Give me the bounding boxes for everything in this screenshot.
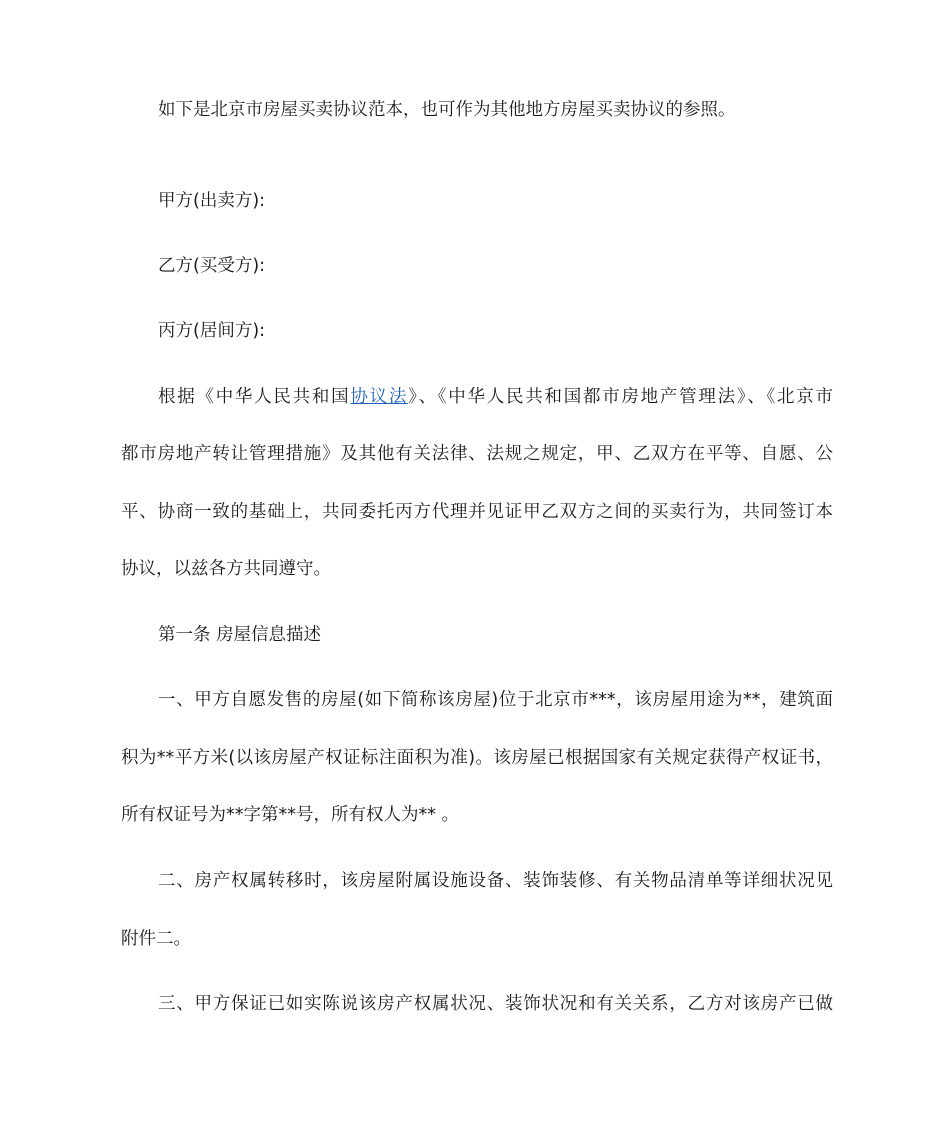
- party-b-label: 乙方(买受方):: [158, 256, 266, 276]
- preamble-text-after-link: 》、《中华人民共和国都市房地产管理法》、《北京市: [408, 387, 833, 407]
- preamble-text-before-link: 根据《中华人民共和国: [158, 387, 351, 407]
- intro-text: 如下是北京市房屋买卖协议范本，也可作为其他地方房屋买卖协议的参照。: [158, 100, 736, 120]
- party-a-label: 甲方(出卖方):: [158, 191, 266, 211]
- contract-law-link[interactable]: 协议法: [350, 387, 409, 407]
- item-1-line-3: 所有权证号为**字第**号，所有权人为** 。: [121, 805, 460, 825]
- party-c-label: 丙方(居间方):: [158, 321, 266, 341]
- item-1-line-1: 一、甲方自愿发售的房屋(如下简称该房屋)位于北京市***，该房屋用途为**，建筑面: [158, 690, 833, 710]
- article-1-heading: 第一条 房屋信息描述: [158, 625, 322, 645]
- item-2-line-1: 二、房产权属转移时，该房屋附属设施设备、装饰装修、有关物品清单等详细状况见: [158, 871, 833, 891]
- preamble-line-2: 都市房地产转让管理措施》及其他有关法律、法规之规定，甲、乙双方在平等、自愿、公: [121, 444, 833, 464]
- item-1-line-2: 积为**平方米(以该房屋产权证标注面积为准)。该房屋已根据国家有关规定获得产权证书，: [121, 748, 833, 768]
- preamble-line-1: [158, 385, 833, 409]
- preamble-line-4: 协议，以兹各方共同遵守。: [121, 559, 331, 579]
- item-2-line-2: 附件二。: [121, 929, 191, 949]
- preamble-line-3: 平、协商一致的基础上，共同委托丙方代理并见证甲乙双方之间的买卖行为，共同签订本: [121, 502, 833, 522]
- item-3-line-1: 三、甲方保证已如实陈说该房产权属状况、装饰状况和有关关系，乙方对该房产已做: [158, 994, 833, 1014]
